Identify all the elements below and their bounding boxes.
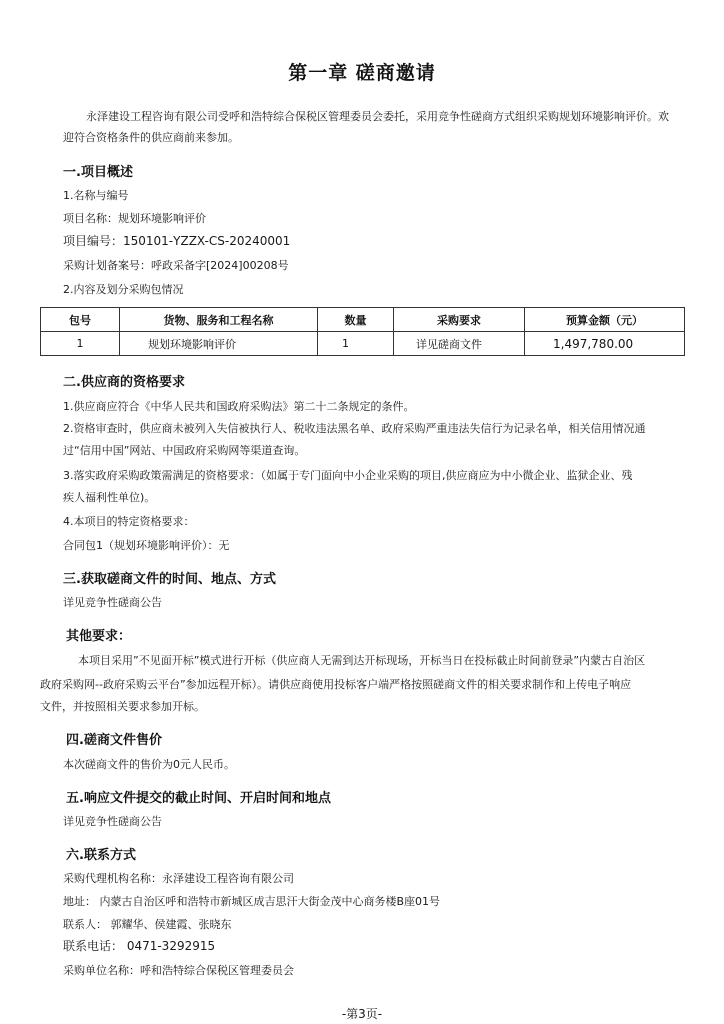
qualification-item-4: 4.本项目的特定资格要求： bbox=[63, 515, 195, 528]
subsection-name-code: 1.名称与编号 bbox=[63, 189, 129, 202]
page-number: -第3页- bbox=[341, 1007, 383, 1021]
table-cell: 1,497,780.00 bbox=[525, 332, 685, 356]
section-4-heading: 四.磋商文件售价 bbox=[66, 733, 162, 748]
table-cell: 1 bbox=[318, 332, 394, 356]
contact-persons: 联系人： 郭耀华、侯建霞、张晓东 bbox=[63, 918, 232, 931]
agency-name: 采购代理机构名称：永泽建设工程咨询有限公司 bbox=[63, 872, 294, 885]
table-cell: 规划环境影响评价 bbox=[120, 332, 318, 356]
qualification-item-3-line-1: 3.落实政府采购政策需满足的资格要求：（如属于专门面向中小企业采购的项目,供应商应为中小微企业、监狱企业、残 bbox=[63, 469, 633, 482]
qualification-item-3-line-2: 疾人福利性单位)。 bbox=[63, 491, 156, 504]
other-requirements-heading: 其他要求： bbox=[66, 629, 132, 644]
table-header-cell: 包号 bbox=[41, 308, 120, 332]
other-requirements-line-3: 文件，并按照相关要求参加开标。 bbox=[40, 700, 205, 713]
table-header-cell: 数量 bbox=[318, 308, 394, 332]
page-title: 第一章 磋商邀请 bbox=[288, 62, 436, 84]
project-name: 项目名称：规划环境影响评价 bbox=[63, 212, 206, 225]
section-4-text: 本次磋商文件的售价为0元人民币。 bbox=[63, 758, 235, 771]
table-cell: 1 bbox=[41, 332, 120, 356]
table-cell: 详见磋商文件 bbox=[394, 332, 525, 356]
intro-line-1: 永泽建设工程咨询有限公司受呼和浩特综合保税区管理委员会委托，采用竞争性磋商方式组织采购规划环境影响评价。欢 bbox=[86, 110, 669, 123]
package-table bbox=[40, 307, 685, 356]
qualification-item-1: 1.供应商应符合《中华人民共和国政府采购法》第二十二条规定的条件。 bbox=[63, 400, 415, 413]
section-3-heading: 三.获取磋商文件的时间、地点、方式 bbox=[63, 572, 276, 587]
table-header-cell: 货物、服务和工程名称 bbox=[120, 308, 318, 332]
section-2-heading: 二.供应商的资格要求 bbox=[63, 375, 185, 390]
other-requirements-line-2: 政府采购网--政府采购云平台”参加远程开标）。请供应商使用投标客户端严格按照磋商文件的相关要求制作和上传电子响应 bbox=[40, 678, 632, 691]
purchaser-name: 采购单位名称：呼和浩特综合保税区管理委员会 bbox=[63, 964, 294, 977]
section-5-text: 详见竞争性磋商公告 bbox=[63, 815, 162, 828]
procurement-plan-number: 采购计划备案号：呼政采备字[2024]00208号 bbox=[63, 259, 289, 272]
section-6-heading: 六.联系方式 bbox=[66, 848, 136, 863]
section-5-heading: 五.响应文件提交的截止时间、开启时间和地点 bbox=[66, 791, 331, 806]
section-3-text: 详见竞争性磋商公告 bbox=[63, 596, 162, 609]
table-header-cell: 预算金额（元） bbox=[525, 308, 685, 332]
qualification-item-4-value: 合同包1（规划环境影响评价）：无 bbox=[63, 539, 230, 552]
contact-phone: 联系电话： 0471-3292915 bbox=[63, 939, 216, 953]
table-header-cell: 采购要求 bbox=[394, 308, 525, 332]
qualification-item-2-line-1: 2.资格审查时，供应商未被列入失信被执行人、税收违法黑名单、政府采购严重违法失信行为记录名单，相关信用情况通 bbox=[63, 422, 646, 435]
table-row bbox=[41, 332, 685, 356]
project-code: 项目编号：150101-YZZX-CS-20240001 bbox=[63, 234, 291, 248]
subsection-packages: 2.内容及划分采购包情况 bbox=[63, 283, 184, 296]
qualification-item-2-line-2: 过“信用中国”网站、中国政府采购网等渠道查询。 bbox=[63, 444, 306, 457]
section-1-heading: 一.项目概述 bbox=[63, 165, 133, 180]
agency-address: 地址： 内蒙古自治区呼和浩特市新城区成吉思汗大街金茂中心商务楼B座01号 bbox=[63, 895, 441, 908]
intro-line-2: 迎符合资格条件的供应商前来参加。 bbox=[63, 131, 239, 144]
other-requirements-line-1: 本项目采用”不见面开标”模式进行开标（供应商人无需到达开标现场，开标当日在投标截止时间前登录”内蒙古自治区 bbox=[78, 654, 646, 667]
table-header-row bbox=[41, 308, 685, 332]
